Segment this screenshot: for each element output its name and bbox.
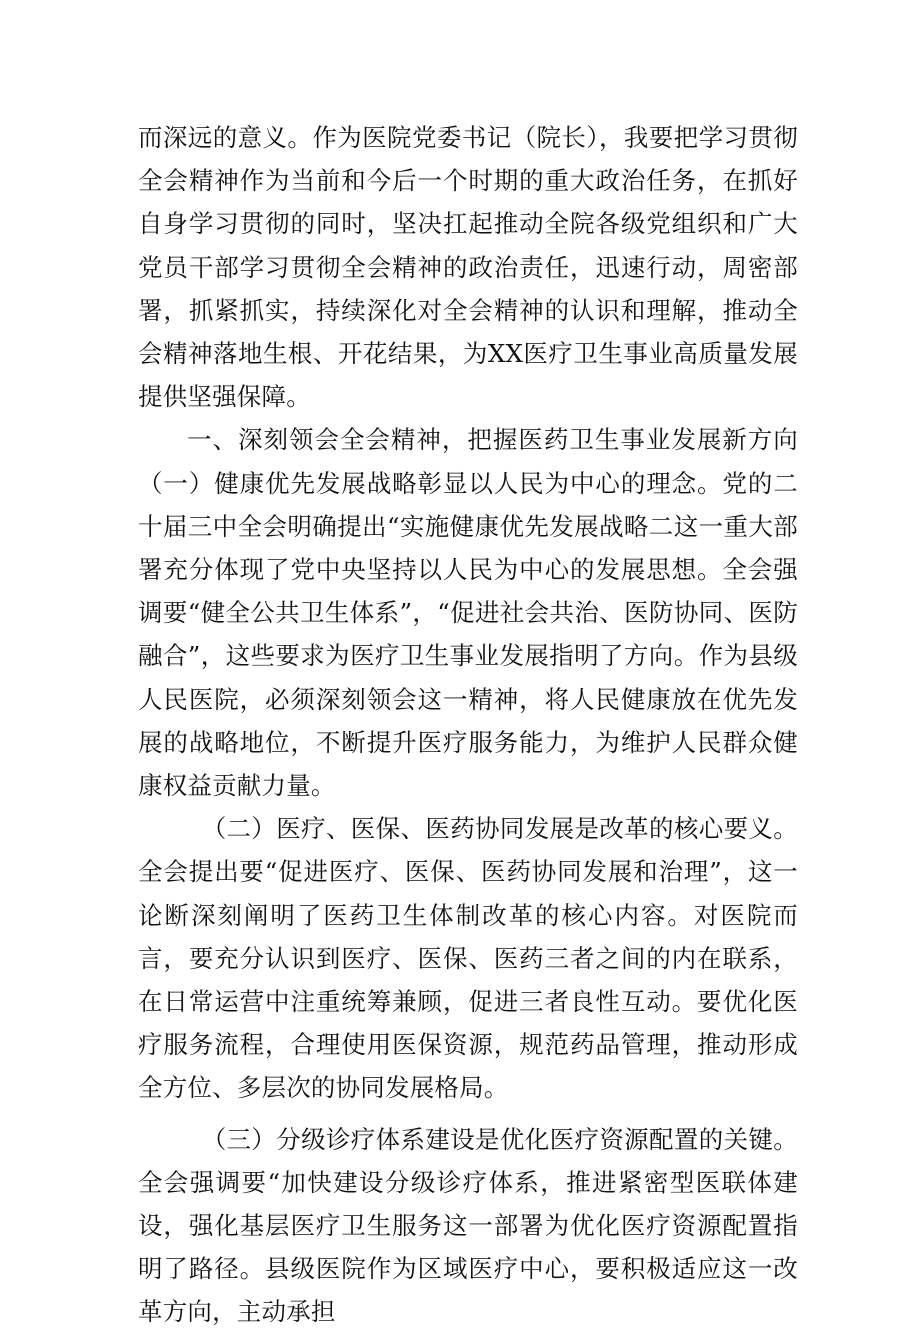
document-body [138, 116, 798, 1334]
paragraph-intro-continuation: 而深远的意义。作为医院党委书记（院长），我要把学习贯彻全会精神作为当前和今后一个时期的重大政治任务，在抓好自身学习贯彻的同时，坚决扛起推动全院各级党组织和广大党员干部学习贯彻全会精神的政治责任，迅速行动，周密部署，抓紧抓实，持续深化对全会精神的认识和理解，推动全会精神落地生根、开花结果，为XX医疗卫生事业高质量发展提供坚强保障。 [138, 123, 798, 412]
paragraph-section-one: 一、深刻领会全会精神，把握医药卫生事业发展新方向（一）健康优先发展战略彰显以人民为中心的理念。党的二十届三中全会明确提出“实施健康优先发展战略二这一重大部署充分体现了党中央坚持以人民为中心的发展思想。全会强调要“健全公共卫生体系”，“促进社会共治、医防协同、医防融合”，这些要求为医疗卫生事业发展指明了方向。作为县级人民医院，必须深刻领会这一精神，将人民健康放在优先发展的战略地位，不断提升医疗服务能力，为维护人民群众健康权益贡献力量。 [138, 425, 798, 801]
paragraph-section-three: （三）分级诊疗体系建设是优化医疗资源配置的关键。全会强调要“加快建设分级诊疗体系，推进紧密型医联体建设，强化基层医疗卫生服务这一部署为优化医疗资源配置指明了路径。县级医院作为区域医疗中心，要积极适应这一改革方向，主动承担 [138, 1124, 798, 1327]
paragraph-section-two: （二）医疗、医保、医药协同发展是改革的核心要义。全会提出要“促进医疗、医保、医药协同发展和治理”，这一论断深刻阐明了医药卫生体制改革的核心内容。对医院而言，要充分认识到医疗、医保、医药三者之间的内在联系，在日常运营中注重统筹兼顾，促进三者良性互动。要优化医疗服务流程，合理使用医保资源，规范药品管理，推动形成全方位、多层次的协同发展格局。 [138, 814, 798, 1103]
